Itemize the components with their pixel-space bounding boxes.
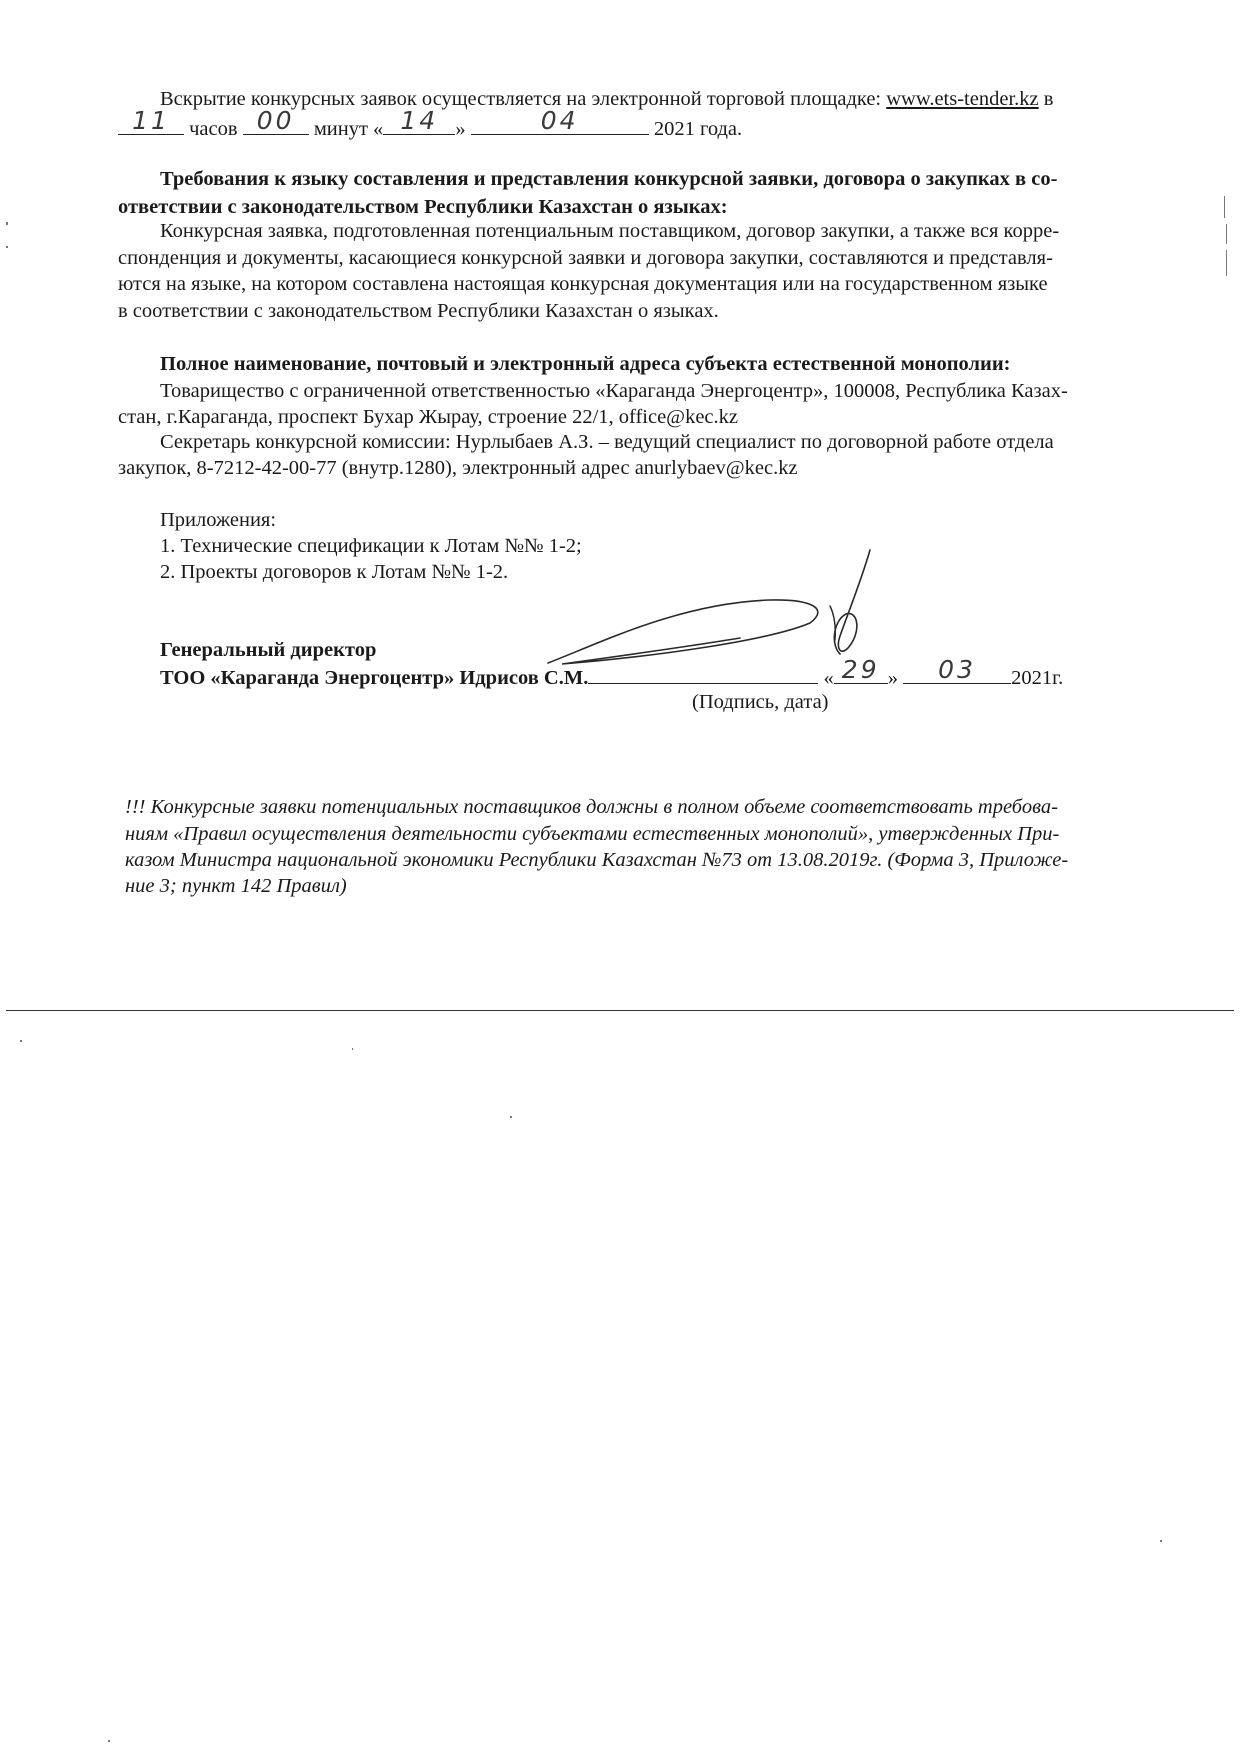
language-body-line-4: в соответствии с законодательством Республики Казахстан о языках. bbox=[118, 300, 719, 322]
director-title: Генеральный директор bbox=[160, 639, 377, 661]
entity-line-1: Товарищество с ограниченной ответственностью «Караганда Энергоцентр», 100008, Республика Казах- bbox=[160, 380, 1068, 402]
minutes-handwritten: 00 bbox=[256, 106, 295, 135]
director-signature-line bbox=[160, 655, 1064, 691]
note-line-2: ниям «Правил осуществления деятельности субъектами естественных монополий», утвержденных При- bbox=[125, 823, 1060, 845]
day-blank bbox=[383, 106, 455, 135]
scan-speck bbox=[20, 1040, 22, 1042]
opening-tail: в bbox=[1043, 88, 1054, 110]
attachment-item-1: 1. Технические спецификации к Лотам №№ 1-2; bbox=[160, 535, 582, 557]
language-body-line-2: спонденция и документы, касающиеся конкурсной заявки и договора закупки, составляются и представля- bbox=[118, 247, 1053, 269]
scan-speck bbox=[1226, 224, 1227, 244]
sig-month-handwritten: 03 bbox=[938, 655, 976, 684]
attachment-item-2: 2. Проекты договоров к Лотам №№ 1-2. bbox=[160, 561, 509, 583]
scan-speck bbox=[510, 1116, 512, 1118]
handwritten-signature bbox=[540, 548, 880, 668]
scan-speck bbox=[6, 246, 8, 248]
signature-blank bbox=[588, 663, 818, 684]
hours-label: часов bbox=[189, 118, 238, 140]
tender-site-link[interactable]: www.ets-tender.kz bbox=[886, 88, 1039, 110]
entity-line-3: Секретарь конкурсной комиссии: Нурлыбаев А.З. – ведущий специалист по договорной работе отдела bbox=[160, 431, 1054, 453]
scan-speck bbox=[1226, 250, 1227, 276]
note-line-3: казом Министра национальной экономики Республики Казахстан №73 от 13.08.2019г. (Форма 3, Приложе- bbox=[125, 849, 1069, 871]
hours-handwritten: 11 bbox=[132, 106, 170, 135]
page-divider bbox=[6, 1010, 1234, 1011]
scan-speck bbox=[352, 1048, 353, 1050]
signature-caption: (Подпись, дата) bbox=[692, 691, 829, 713]
language-heading-line-2: ответствии с законодательством Республики Казахстан о языках: bbox=[118, 196, 728, 218]
note-line-1: !!! Конкурсные заявки потенциальных поставщиков должны в полном объеме соответствовать требова- bbox=[125, 796, 1058, 818]
day-handwritten: 14 bbox=[400, 106, 439, 135]
quote-close: » bbox=[455, 118, 466, 140]
opening-text: Вскрытие конкурсных заявок осуществляется на электронной торговой площадке: bbox=[160, 88, 882, 110]
year-text: 2021 года. bbox=[653, 118, 743, 140]
sig-quote-close: » bbox=[887, 667, 898, 689]
scan-speck bbox=[6, 222, 8, 225]
minutes-blank bbox=[243, 106, 309, 135]
sig-month-blank bbox=[903, 655, 1011, 684]
month-blank bbox=[471, 106, 649, 135]
attachments-label: Приложения: bbox=[160, 509, 277, 531]
language-body-text-1: Конкурсная заявка, подготовленная потенциальным поставщиком, договор закупки, а также вся корре- bbox=[160, 220, 1060, 242]
sig-quote-open: « bbox=[823, 667, 834, 689]
note-line-4: ние 3; пункт 142 Правил) bbox=[125, 875, 347, 897]
month-handwritten: 04 bbox=[540, 106, 579, 135]
language-heading-line-1: Требования к языку составления и представления конкурсной заявки, договора о закупках в со- bbox=[160, 168, 1058, 190]
language-body-line-3: ются на языке, на котором составлена настоящая конкурсная документация или на государственном языке bbox=[118, 273, 1048, 295]
entity-line-4: закупок, 8-7212-42-00-77 (внутр.1280), электронный адрес anurlybaev@kec.kz bbox=[118, 457, 798, 479]
scan-speck bbox=[1224, 196, 1225, 218]
sig-year: 2021г. bbox=[1011, 667, 1064, 689]
scan-speck bbox=[108, 1740, 110, 1742]
sig-day-handwritten: 29 bbox=[841, 655, 880, 684]
entity-line-2: стан, г.Караганда, проспект Бухар Жырау, строение 22/1, office@kec.kz bbox=[118, 406, 738, 428]
director-name: ТОО «Караганда Энергоцентр» Идрисов С.М. bbox=[160, 667, 589, 689]
hours-blank bbox=[118, 106, 184, 135]
scan-speck bbox=[1160, 1540, 1162, 1542]
sig-day-blank bbox=[834, 655, 888, 684]
minutes-label: минут « bbox=[313, 118, 384, 140]
language-body-line-1 bbox=[160, 218, 1160, 244]
entity-heading: Полное наименование, почтовый и электронный адреса субъекта естественной монополии: bbox=[160, 353, 1011, 375]
opening-line-2 bbox=[118, 106, 743, 142]
